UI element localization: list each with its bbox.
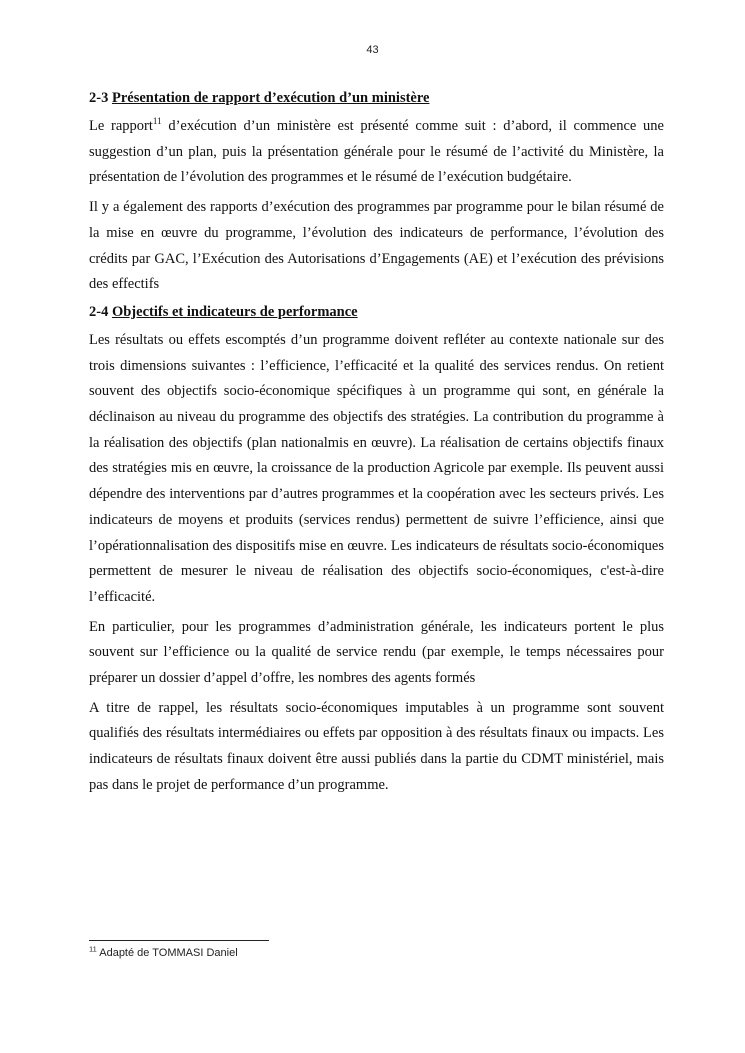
section-number: 2-3 [89,90,109,106]
paragraph: En particulier, pour les programmes d’administration générale, les indicateurs portent le plus souvent sur l’efficience ou la qualité de service rendu (par exemple, le temps nécessaires pour préparer un dossier d’appel d’offre, les nombres des agents formés [89,618,664,687]
paragraph [89,114,664,191]
section-heading-2-3 [89,88,664,108]
footnote-number: 11 [89,944,97,954]
section-number: 2-4 [89,303,109,320]
paragraph: Les résultats ou effets escomptés d’un programme doivent refléter au contexte nationale sur des trois dimensions suivantes : l’efficience, l’efficacité et la qualité des services rendus. On retient souvent des objectifs socio-économique spécifiques à un programme qui sont, en générale la déclinaison au niveau du programme des objectifs des stratégies. La contribution du programme à la réalisation des objectifs (plan nationalmis en œuvre). La réalisation de certains objectifs finaux des stratégies mis en œuvre, la croissance de la production Agricole par exemple. Ils peuvent aussi dépendre des interventions par d’autres programmes et la coopération avec les secteurs privés. Les indicateurs de moyens et produits (services rendus) permettent de suivre l’efficience, ainsi que l’opérationnalisation des dispositifs mise en œuvre. Les indicateurs de résultats socio-économiques permettent de mesurer le niveau de réalisation des objectifs socio-économiques, c'est-à-dire l’efficacité. [89,331,664,605]
footnote-text: Adapté de TOMMASI Daniel [96,947,238,959]
paragraph: A titre de rappel, les résultats socio-économiques imputables à un programme sont souvent qualifiés des résultats intermédiaires ou effets par opposition à des résultats finaux ou impacts. Les indicateurs de résultats finaux doivent être aussi publiés dans la partie du CDMT ministériel, mais pas dans le projet de performance d’un programme. [89,699,664,793]
paragraph-text-end: d’exécution d’un ministère est présenté comme suit : d’abord, il commence une suggestion d’un plan, puis la présentation générale pour le résumé de l’activité du Ministère, la présentation de l’évolution des programmes et le résumé de l’exécution budgétaire. [89,118,664,186]
paragraph: Il y a également des rapports d’exécution des programmes par programme pour le bilan résumé de la mise en œuvre du programme, l’évolution des indicateurs de performance, l’évolution des crédits par GAC, l’Exécution des Autorisations d’Engagements (AE) et l’exécution des prévisions des effectifs [89,199,664,293]
section-title: Objectifs et indicateurs de performance [111,303,358,320]
section-heading-2-4 [89,302,664,322]
section-title: Présentation de rapport d’exécution d’un ministère [111,90,430,106]
paragraph-text-start: Le rapport [89,118,153,134]
footnote-separator [89,940,269,941]
page-body [89,88,664,803]
footnote-reference[interactable]: 11 [152,116,162,127]
page-number: 43 [366,44,379,56]
footnote [89,944,238,959]
